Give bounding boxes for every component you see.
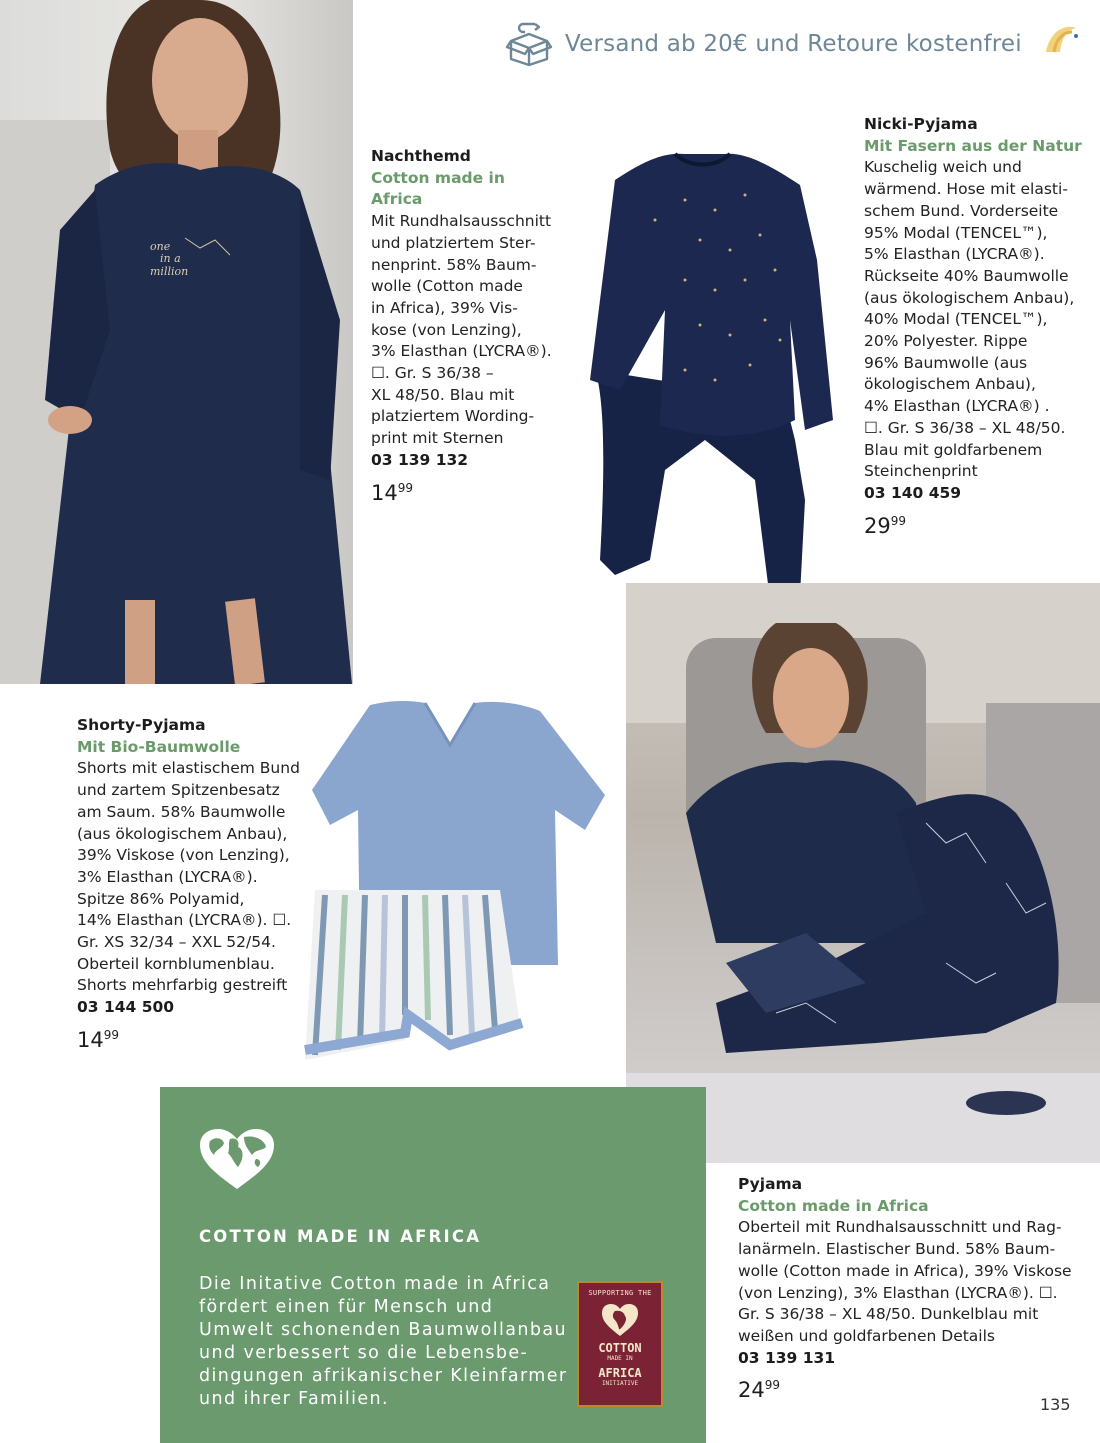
product-title: Pyjama bbox=[738, 1175, 803, 1193]
product-subtitle: Mit Fasern aus der Natur bbox=[864, 136, 1082, 155]
page-number: 135 bbox=[1040, 1395, 1071, 1414]
label-made-in: MADE IN bbox=[607, 1355, 633, 1362]
cotton-made-in-africa-label bbox=[577, 1281, 663, 1407]
price-main: 29 bbox=[864, 513, 891, 538]
product-subtitle: Cotton made in Africa bbox=[371, 168, 505, 209]
price-main: 14 bbox=[77, 1027, 104, 1052]
nicki-pyjama-product-image bbox=[555, 140, 845, 600]
product-nachthemd bbox=[371, 146, 561, 504]
price-cents: 99 bbox=[103, 1027, 120, 1042]
price bbox=[864, 511, 1096, 538]
label-cotton: COTTON bbox=[598, 1341, 642, 1355]
label-top-text: SUPPORTING THE bbox=[588, 1289, 652, 1297]
price-cents: 99 bbox=[890, 513, 907, 528]
product-description: Shorts mit elastischem Bund und zartem Spitzenbesatz am Saum. 58% Baumwolle (aus ökologischem Anbau), 39% Viskose (von Lenzing), 3% Elasthan (LYCRA®). Spitze 86% Polyamid, 14% Elasthan (LYCRA®). ☐. Gr. XS 32/34 – XXL 52/54. Oberteil kornblumenblau. Shorts mehrfarbig gestreift bbox=[77, 759, 300, 995]
product-title: Nachthemd bbox=[371, 147, 471, 165]
product-title: Nicki-Pyjama bbox=[864, 115, 978, 133]
article-number: 03 144 500 bbox=[77, 998, 175, 1017]
panel-text: Die Initative Cotton made in Africa fördert einen für Mensch und Umwelt schonenden Baumwollanbau und verbessert so die Lebensbe- dingungen afrikanischer Kleinfarmer und ihrer Familien. bbox=[199, 1274, 568, 1409]
shipping-text: Versand ab 20€ und Retoure kostenfrei bbox=[565, 31, 1022, 57]
product-title: Shorty-Pyjama bbox=[77, 716, 206, 734]
label-initiative: INITIATIVE bbox=[601, 1380, 639, 1387]
article-number: 03 139 132 bbox=[371, 450, 469, 469]
svg-text:million: million bbox=[150, 265, 189, 278]
price-main: 24 bbox=[738, 1378, 765, 1403]
shipping-banner bbox=[505, 18, 1022, 70]
price bbox=[371, 478, 561, 505]
price bbox=[738, 1375, 1088, 1402]
package-return-icon bbox=[505, 21, 553, 67]
shorty-pyjama-product-image bbox=[300, 695, 610, 1065]
model-photo-nachthemd bbox=[0, 0, 353, 684]
price-cents: 99 bbox=[764, 1378, 781, 1393]
product-description: Mit Rundhalsausschnitt und platziertem Ster- nenprint. 58% Baum- wolle (Cotton made in Africa), 39% Vis- kose (von Lenzing), 3% Elasthan (LYCRA®). ☐. Gr. S 36/38 – XL 48/50. Blau mit platziertem Wording- print mit Sternen bbox=[371, 212, 552, 448]
label-africa: AFRICA bbox=[598, 1366, 642, 1380]
svg-text:one: one bbox=[150, 240, 171, 253]
product-nicki-pyjama bbox=[864, 114, 1096, 537]
model-photo-pyjama bbox=[626, 583, 1100, 1163]
product-shorty-pyjama bbox=[77, 715, 307, 1052]
tchibo-logo-icon bbox=[1040, 22, 1082, 58]
panel-heading: COTTON MADE IN AFRICA bbox=[199, 1227, 482, 1246]
africa-heart-icon bbox=[600, 1302, 640, 1338]
price bbox=[77, 1025, 307, 1052]
price-cents: 99 bbox=[397, 480, 414, 495]
price-main: 14 bbox=[371, 480, 398, 505]
svg-text:in a: in a bbox=[160, 252, 181, 265]
product-description: Kuschelig weich und wärmend. Hose mit elasti- schem Bund. Vorderseite 95% Modal (TENCEL™), 5% Elasthan (LYCRA®). Rückseite 40% Baumwolle (aus ökologischem Anbau), 40% Modal (TENCEL™), 20% Polyester. Rippe 96% Baumwolle (aus ökologischem Anbau), 4% Elasthan (LYCRA®) . ☐. Gr. S 36/38 – XL 48/50. Blau mit goldfarbenem Steinchenprint bbox=[864, 158, 1075, 481]
product-subtitle: Cotton made in Africa bbox=[738, 1196, 929, 1215]
article-number: 03 139 131 bbox=[738, 1348, 836, 1367]
product-pyjama bbox=[738, 1174, 1088, 1402]
product-subtitle: Mit Bio-Baumwolle bbox=[77, 737, 241, 756]
article-number: 03 140 459 bbox=[864, 483, 962, 502]
globe-heart-icon bbox=[198, 1127, 276, 1191]
product-description: Oberteil mit Rundhalsausschnitt und Rag- lanärmeln. Elastischer Bund. 58% Baum- wolle (Cotton made in Africa), 39% Viskose (von Lenzing), 3% Elasthan (LYCRA®). ☐. Gr. S 36/38 – XL 48/50. Dunkelblau mit weißen und goldfarbenen Details bbox=[738, 1218, 1072, 1345]
